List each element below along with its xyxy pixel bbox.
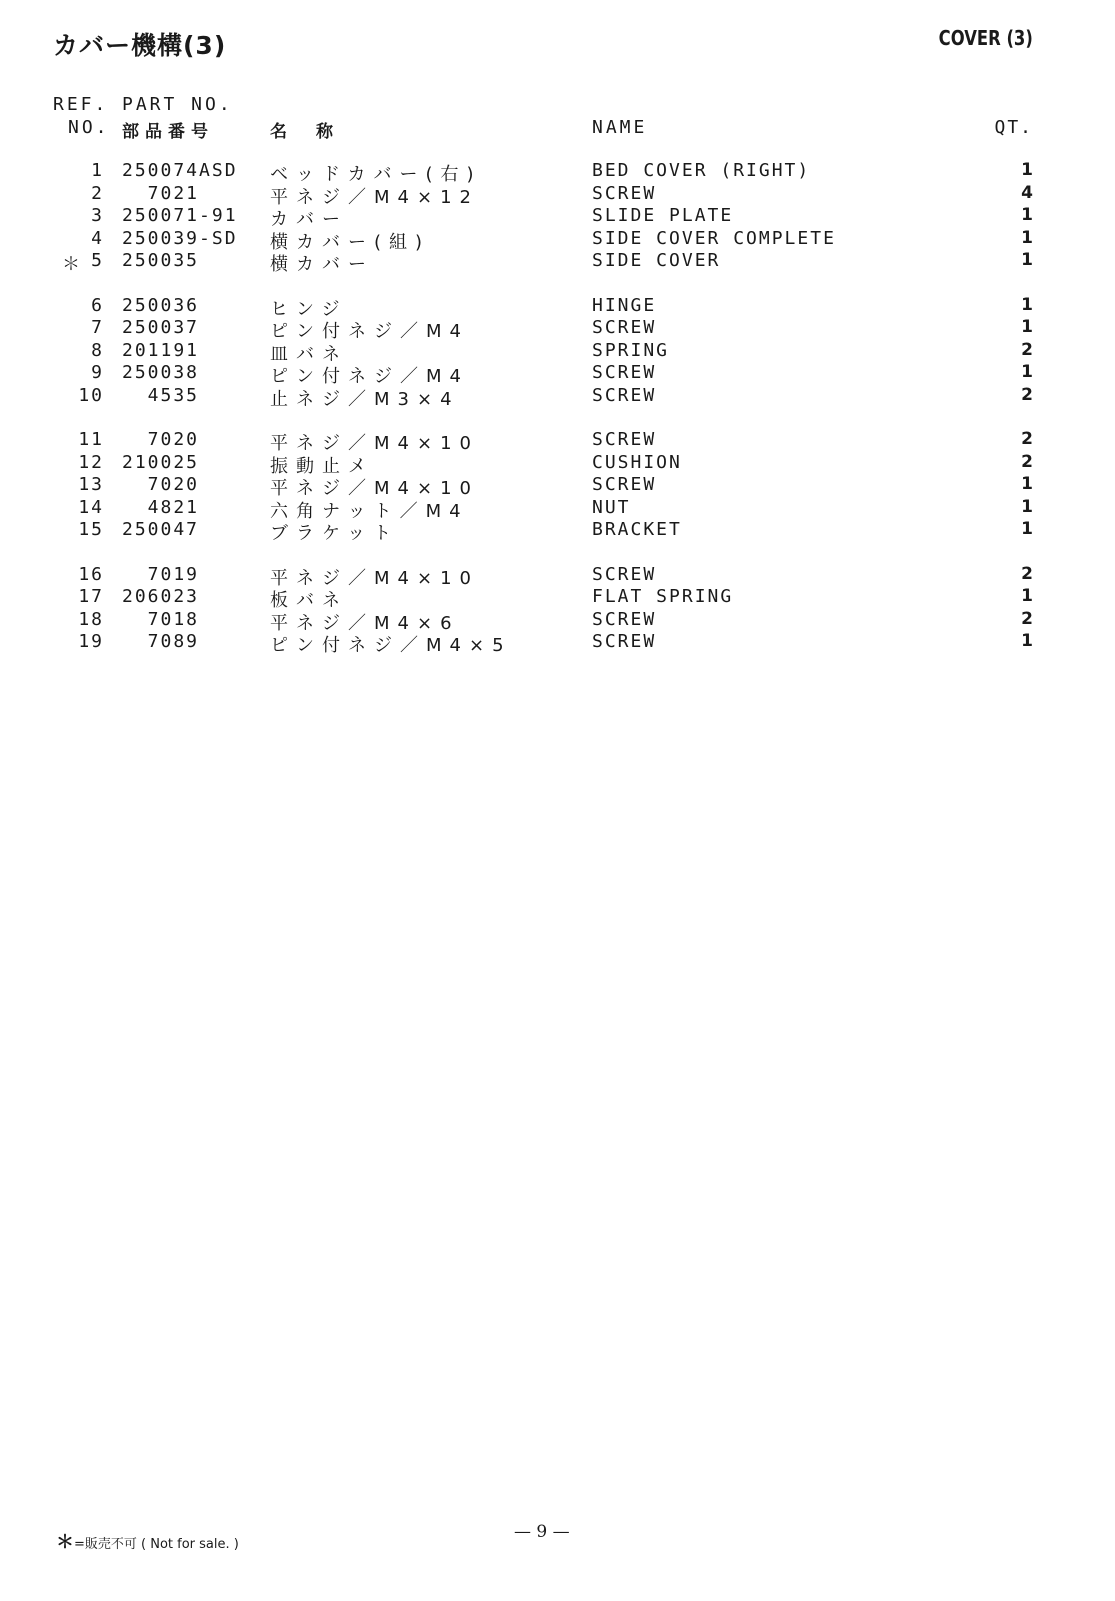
row-qty: 1: [1021, 160, 1033, 180]
row-qty: 2: [1021, 384, 1033, 405]
row-name: SCREW: [592, 563, 657, 585]
row-part-no: 250047: [122, 519, 200, 540]
table-row: [0, 340, 1115, 363]
row-qty: 1: [1021, 586, 1033, 606]
row-name-jp: ピン付ネジ／M4: [270, 366, 469, 387]
row-name: NUT: [592, 496, 631, 518]
row-ref-no: 7: [91, 317, 104, 338]
row-qty: 1: [1021, 362, 1033, 382]
row-ref-no: 3: [91, 205, 104, 226]
row-part-no: 4535: [122, 384, 200, 406]
row-name-jp: 横カバー(組): [270, 231, 431, 253]
row-part-no: 250038: [122, 362, 200, 383]
row-ref-no: 12: [78, 451, 104, 473]
row-part-no: 7020: [122, 474, 200, 495]
row-name-jp: 平ネジ／M4×6: [270, 612, 460, 634]
row-qty: 2: [1021, 563, 1033, 584]
row-qty: 2: [1021, 339, 1033, 360]
column-header-ref-line2: NO.: [68, 117, 110, 138]
row-qty: 1: [1021, 294, 1033, 315]
row-name: HINGE: [592, 294, 657, 316]
row-name-jp: 平ネジ／M4×10: [270, 433, 479, 454]
row-ref-no: 2: [91, 182, 104, 204]
row-ref-no: 10: [78, 384, 104, 406]
row-qty: 4: [1021, 182, 1033, 203]
row-qty: 2: [1021, 451, 1033, 472]
row-ref-no: 13: [78, 474, 104, 495]
table-row: [0, 317, 1115, 340]
row-qty: 1: [1021, 631, 1033, 651]
row-name: SIDE COVER: [592, 250, 721, 271]
row-ref-no: 1: [91, 160, 104, 181]
row-qty: 2: [1021, 608, 1033, 629]
row-part-no: 7018: [122, 608, 200, 630]
row-qty: 1: [1021, 317, 1033, 337]
row-name: SCREW: [592, 631, 657, 652]
row-name: SCREW: [592, 474, 657, 495]
table-row: [0, 183, 1115, 206]
row-name-jp: 止ネジ／M3×4: [270, 388, 460, 410]
row-ref-no: 6: [91, 294, 104, 316]
table-row: [0, 564, 1115, 587]
row-name-jp: ピン付ネジ／M4: [270, 321, 469, 342]
row-part-no: 250071-91: [122, 205, 238, 226]
row-ref-no: 5: [91, 250, 104, 271]
row-ref-no: 19: [78, 631, 104, 652]
row-name-jp: ヒンジ: [270, 298, 348, 320]
row-part-no: 7089: [122, 631, 200, 652]
page-title-jp: カバー機構(3): [53, 31, 227, 60]
row-part-no: 201191: [122, 339, 200, 361]
table-row: [0, 586, 1115, 609]
table-row: [0, 452, 1115, 475]
row-part-no: 250039-SD: [122, 227, 238, 249]
row-name-jp: 皿バネ: [270, 343, 348, 365]
row-name: SCREW: [592, 317, 657, 338]
row-name: SCREW: [592, 608, 657, 630]
row-name: BED COVER (RIGHT): [592, 160, 811, 181]
row-part-no: 250037: [122, 317, 200, 338]
row-name-jp: ブラケット: [270, 523, 400, 544]
row-name-jp: ピン付ネジ／M4×5: [270, 635, 512, 656]
row-ref-no: 11: [78, 429, 104, 450]
table-row: [0, 205, 1115, 228]
row-qty: 1: [1021, 205, 1033, 225]
row-name: SPRING: [592, 339, 670, 361]
row-ref-no: 15: [78, 519, 104, 540]
column-header-name: NAME: [592, 117, 648, 138]
row-qty: 2: [1021, 429, 1033, 449]
table-row: [0, 497, 1115, 520]
column-header-qty: QT.: [994, 117, 1033, 138]
row-name-jp: 振動止メ: [270, 455, 374, 477]
row-name: FLAT SPRING: [592, 586, 734, 607]
row-part-no: 250036: [122, 294, 200, 316]
row-name: SCREW: [592, 429, 657, 450]
row-name-jp: 平ネジ／M4×12: [270, 186, 479, 208]
row-name-jp: 平ネジ／M4×10: [270, 478, 479, 499]
table-row: [0, 631, 1115, 654]
row-part-no: 7019: [122, 563, 200, 585]
column-header-part-line1: PART NO.: [122, 94, 233, 115]
column-header-part-line2: 部品番号: [122, 122, 214, 142]
row-ref-no: 14: [78, 496, 104, 518]
table-row: [0, 250, 1115, 273]
table-row: [0, 519, 1115, 542]
row-qty: 1: [1021, 250, 1033, 270]
table-row: [0, 474, 1115, 497]
row-ref-no: 18: [78, 608, 104, 630]
row-part-no: 4821: [122, 496, 200, 518]
row-ref-no: 17: [78, 586, 104, 607]
row-ref-no: 9: [91, 362, 104, 383]
row-part-no: 7021: [122, 182, 200, 204]
row-part-no: 7020: [122, 429, 200, 450]
table-row: [0, 228, 1115, 251]
footnote: [56, 1528, 239, 1554]
row-part-no: 250035: [122, 250, 200, 271]
row-name: CUSHION: [592, 451, 682, 473]
row-name-jp: 横カバー: [270, 254, 374, 275]
row-name: SCREW: [592, 362, 657, 383]
row-part-no: 250074ASD: [122, 160, 238, 181]
row-qty: 1: [1021, 474, 1033, 494]
row-ref-no: 16: [78, 563, 104, 585]
row-name-jp: ベッドカバー(右): [270, 164, 482, 185]
page-number: — 9 —: [514, 1522, 570, 1542]
table-row: [0, 362, 1115, 385]
row-name: SIDE COVER COMPLETE: [592, 227, 836, 249]
footnote-text: =販売不可 ( Not for sale. ): [74, 1537, 239, 1552]
row-name: SCREW: [592, 384, 657, 406]
row-name: SLIDE PLATE: [592, 205, 734, 226]
row-part-no: 210025: [122, 451, 200, 473]
row-name-jp: カバー: [270, 209, 348, 230]
not-for-sale-mark: ＊: [56, 1532, 74, 1553]
row-ref-no: 8: [91, 339, 104, 361]
table-row: [0, 385, 1115, 408]
row-qty: 1: [1021, 227, 1033, 248]
row-star: ＊: [62, 254, 82, 275]
row-qty: 1: [1021, 519, 1033, 539]
column-header-ref-line1: REF.: [53, 94, 109, 115]
row-name-jp: 板バネ: [270, 590, 348, 611]
row-name: SCREW: [592, 182, 657, 204]
row-ref-no: 4: [91, 227, 104, 249]
column-header-jp-name: 名 称: [270, 122, 339, 142]
row-qty: 1: [1021, 496, 1033, 517]
table-row: [0, 160, 1115, 183]
table-row: [0, 429, 1115, 452]
table-row: [0, 609, 1115, 632]
row-name-jp: 平ネジ／M4×10: [270, 567, 479, 589]
row-name-jp: 六角ナット／M4: [270, 500, 469, 522]
row-part-no: 206023: [122, 586, 200, 607]
row-name: BRACKET: [592, 519, 682, 540]
page-title-en: COVER (3): [938, 26, 1033, 50]
table-row: [0, 295, 1115, 318]
